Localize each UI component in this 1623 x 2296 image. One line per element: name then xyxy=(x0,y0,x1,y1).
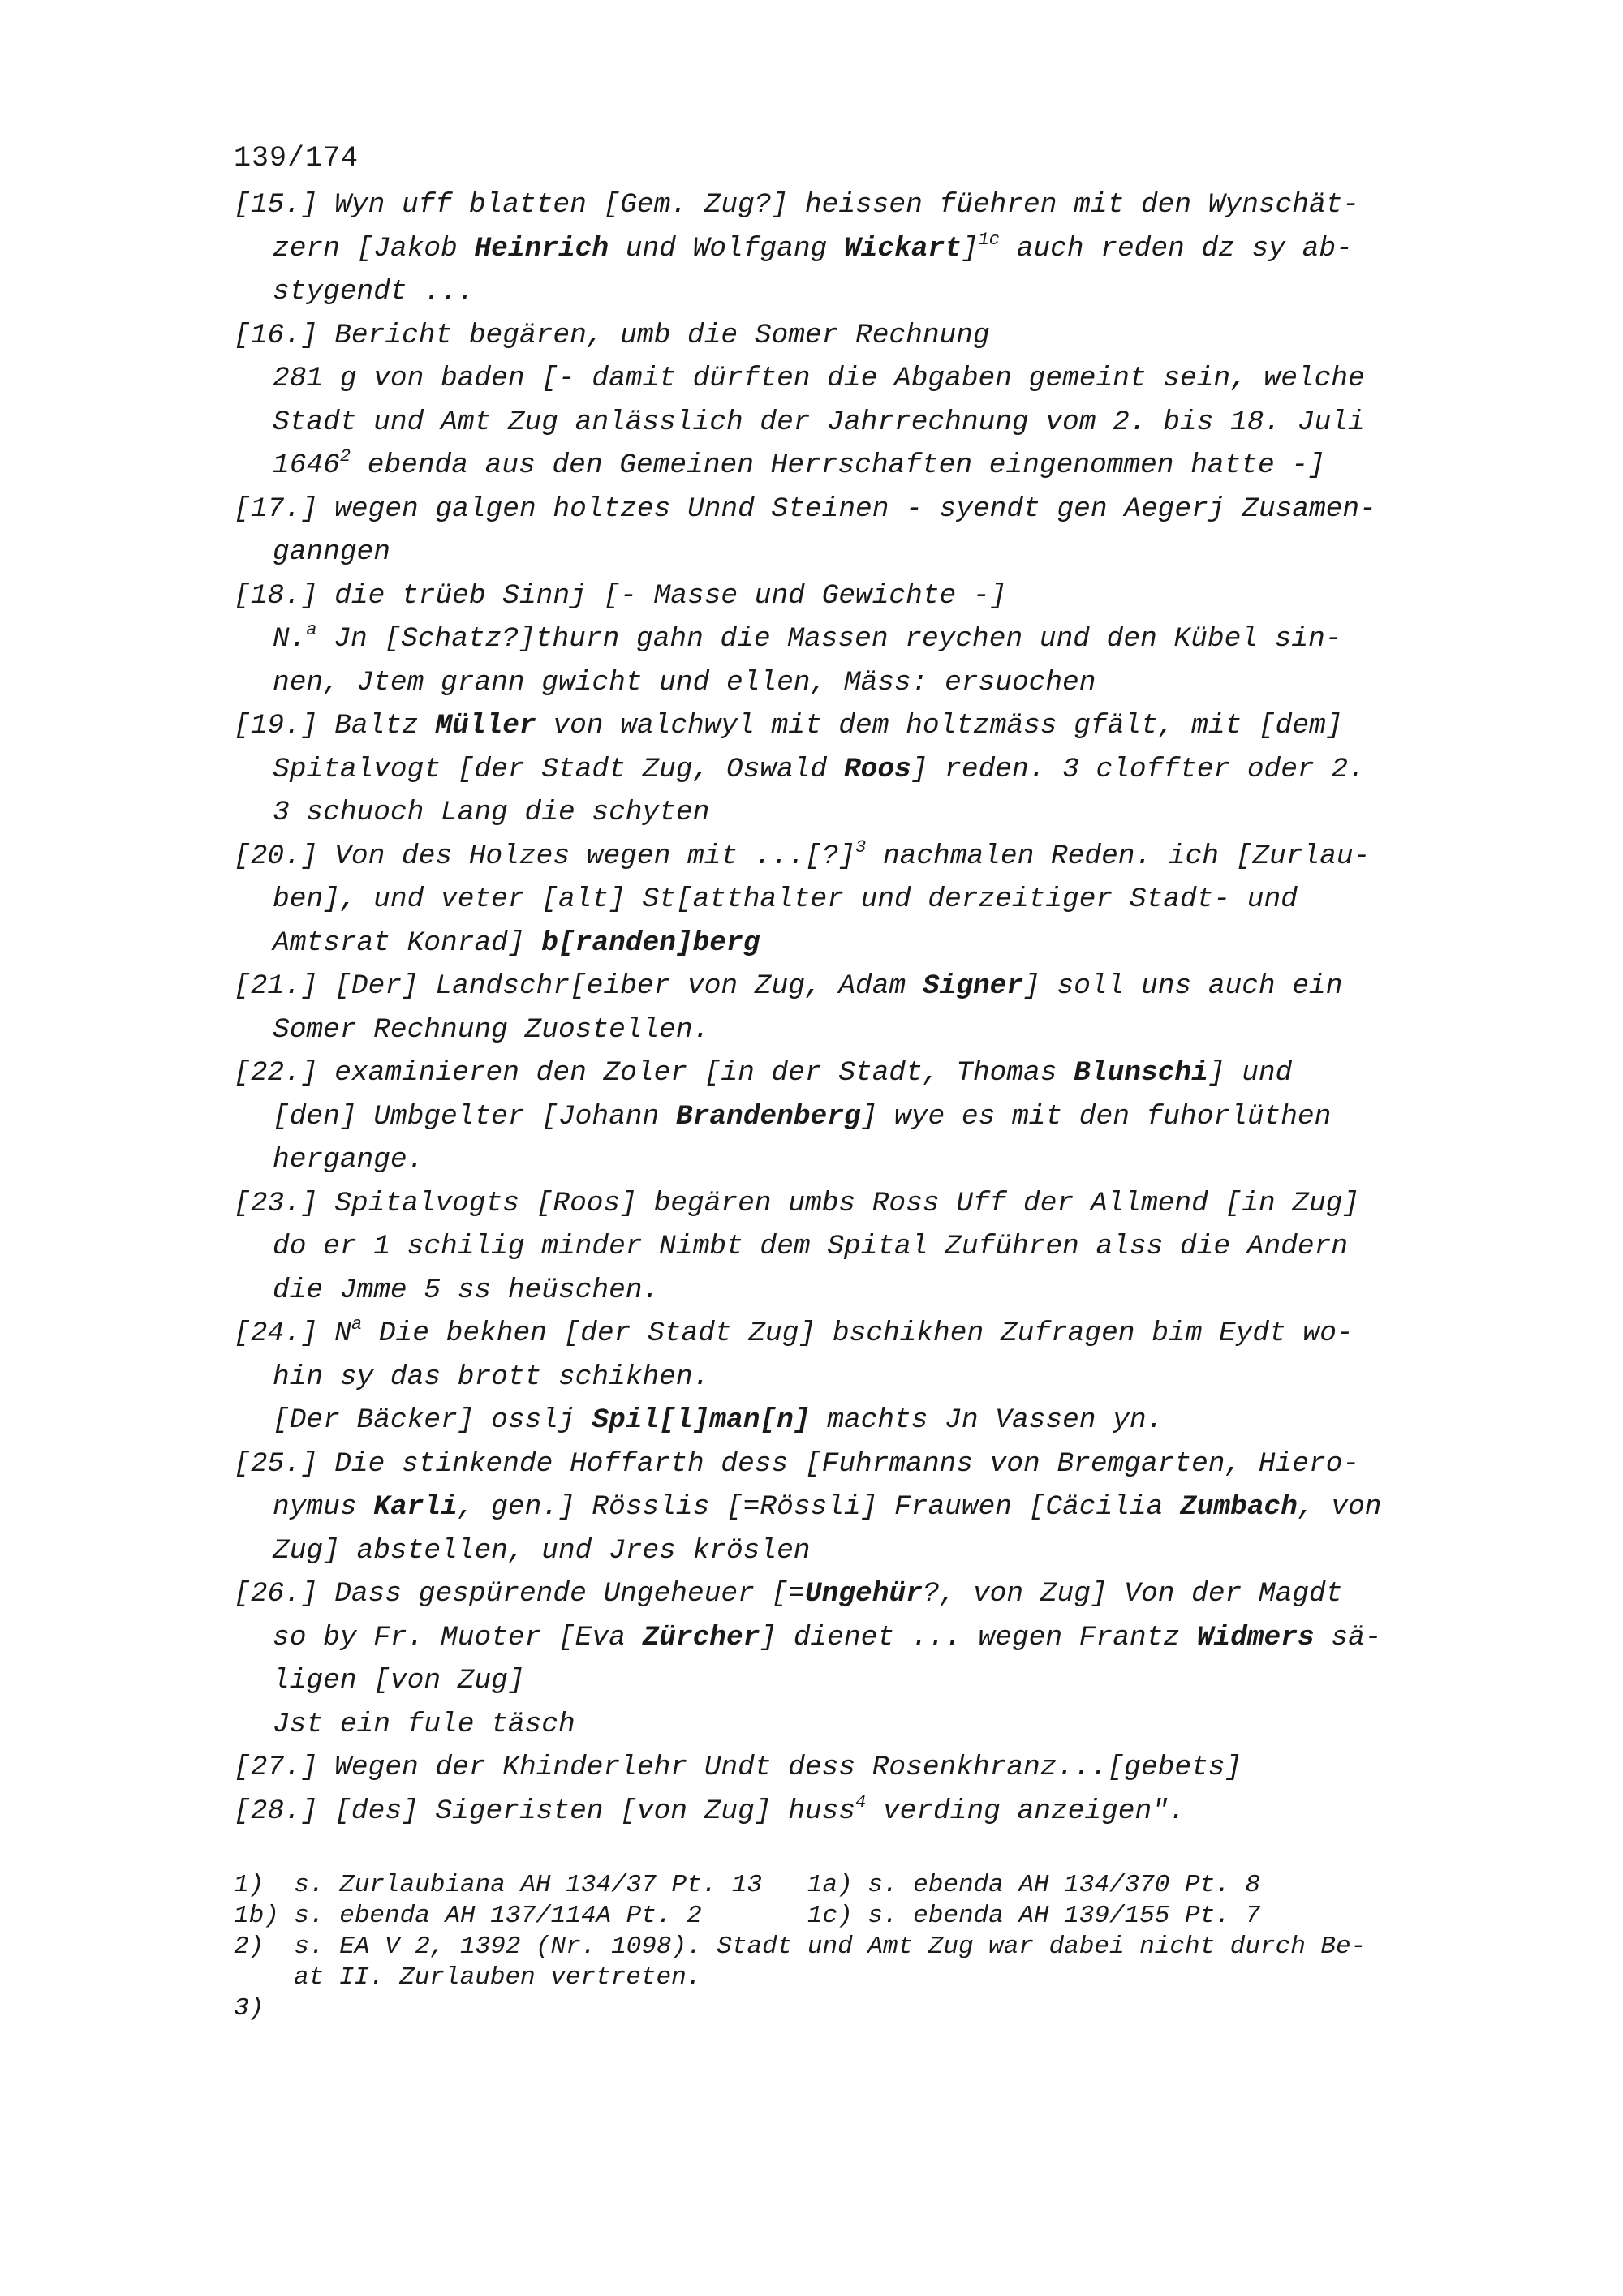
transcription-entries xyxy=(234,183,1483,1833)
person-name: Müller xyxy=(435,710,536,742)
text-line xyxy=(234,1790,1483,1834)
text-span: 281 g von baden [- damit dürften die Abgaben gemeint sein, welche xyxy=(273,363,1365,394)
text-span: [18.] die trüeb Sinnj [- Masse und Gewichte -] xyxy=(234,579,1007,612)
person-name: Zürcher xyxy=(642,1621,760,1653)
text-span: ] dienet ... wegen Frantz xyxy=(760,1621,1197,1653)
footnote-ref: 3 xyxy=(855,836,867,858)
text-line xyxy=(234,1095,1483,1139)
text-span: verding anzeigen". xyxy=(866,1795,1186,1827)
text-span: [16.] Bericht begären, umb die Somer Rechnung xyxy=(234,319,990,351)
text-span: ] und xyxy=(1208,1057,1293,1089)
text-span: Somer Rechnung Zuostellen. xyxy=(273,1013,710,1046)
person-name: b[randen]berg xyxy=(541,927,760,959)
text-span: ] reden. 3 cloffter oder 2. xyxy=(911,753,1365,785)
text-line xyxy=(234,922,1483,965)
text-span: ebenda aus den Gemeinen Herrschaften eingenommen hatte -] xyxy=(351,449,1325,481)
text-span: N. xyxy=(273,623,307,655)
text-span: zern [Jakob xyxy=(273,232,475,264)
text-line xyxy=(234,1269,1483,1313)
text-line xyxy=(234,1572,1483,1616)
text-span: [15.] Wyn uff blatten [Gem. Zug?] heissen füehren mit den Wynschät- xyxy=(234,189,1360,221)
text-line xyxy=(234,444,1483,488)
person-name: Karli xyxy=(373,1491,458,1523)
text-span: Stadt und Amt Zug anlässlich der Jahrrechnung vom 2. bis 18. Juli xyxy=(273,406,1365,438)
text-line xyxy=(234,1703,1483,1747)
text-span: Zug] abstellen, und Jres kröslen xyxy=(273,1534,811,1567)
page-number: 139/174 xyxy=(234,142,359,174)
text-line xyxy=(234,1616,1483,1660)
footnote-line: 1b) s. ebenda AH 137/114A Pt. 2 1c) s. ebenda AH 139/155 Pt. 7 xyxy=(234,1902,1261,1930)
text-span: [17.] wegen galgen holtzes Unnd Steinen - syendt gen Aegerj Zusamen- xyxy=(234,492,1376,525)
text-span: auch reden dz sy ab- xyxy=(1000,232,1353,264)
text-span: [25.] Die stinkende Hoffarth dess [Fuhrmanns von Bremgarten, Hiero- xyxy=(234,1447,1360,1480)
text-span: ganngen xyxy=(273,536,390,568)
text-span: Amtsrat Konrad] xyxy=(273,927,542,959)
text-span: machts Jn Vassen yn. xyxy=(810,1404,1164,1436)
text-line xyxy=(234,1659,1483,1703)
text-span: und Wolfgang xyxy=(609,232,844,264)
text-span: so by Fr. Muoter [Eva xyxy=(273,1621,643,1653)
footnote-line: at II. Zurlauben vertreten. xyxy=(294,1963,702,1992)
text-span: ] xyxy=(961,232,979,264)
text-span: , gen.] Rösslis [=Rössli] Frauwen [Cäcilia xyxy=(457,1491,1181,1523)
text-span: ben], und veter [alt] St[atthalter und derzeitiger Stadt- und xyxy=(273,884,1298,915)
text-span: ] wye es mit den fuhorlüthen xyxy=(860,1100,1332,1133)
person-name: Heinrich xyxy=(474,232,609,264)
text-span: [Der Bäcker] osslj xyxy=(273,1404,592,1436)
person-name: Spil[l]man[n] xyxy=(592,1404,811,1436)
text-line xyxy=(234,1529,1483,1573)
person-name: Brandenberg xyxy=(675,1100,861,1133)
text-span: ligen [von Zug] xyxy=(273,1665,525,1696)
text-span: hergange. xyxy=(273,1144,424,1176)
text-span: [21.] [Der] Landschr[eiber von Zug, Adam xyxy=(234,970,923,1002)
text-span: ] soll uns auch ein xyxy=(1023,970,1343,1002)
footnote-ref: 1c xyxy=(978,229,1001,250)
text-span: 1646 xyxy=(273,449,340,481)
text-line xyxy=(234,1051,1483,1095)
footnotes xyxy=(234,1870,1483,2024)
person-name: Wickart xyxy=(843,232,962,264)
text-span: Jst ein fule täsch xyxy=(273,1708,575,1740)
footnote-line: 3) xyxy=(234,1994,265,2023)
text-span: die Jmme 5 ss heüschen. xyxy=(273,1274,660,1306)
text-line xyxy=(234,1008,1483,1052)
text-line xyxy=(234,965,1483,1008)
text-span: von walchwyl mit dem holtzmäss gfält, mit [dem] xyxy=(536,710,1343,742)
text-span: hin sy das brott schikhen. xyxy=(273,1361,710,1393)
footnote-line: 2) s. EA V 2, 1392 (Nr. 1098). Stadt und Amt Zug war dabei nicht durch Be- xyxy=(234,1933,1367,1961)
text-line xyxy=(234,1356,1483,1400)
person-name: Zumbach xyxy=(1180,1491,1298,1523)
text-line xyxy=(234,1182,1483,1226)
text-span: Die bekhen [der Stadt Zug] bschikhen Zufragen bim Eydt wo- xyxy=(362,1318,1354,1349)
text-span: [22.] examinieren den Zoler [in der Stadt, Thomas xyxy=(234,1057,1074,1089)
footnote-ref: 4 xyxy=(855,1791,867,1812)
text-span: nen, Jtem grann gwicht und ellen, Mäss: ersuochen xyxy=(273,666,1096,699)
text-span: [23.] Spitalvogts [Roos] begären umbs Ross Uff der Allmend [in Zug] xyxy=(234,1187,1360,1219)
text-line xyxy=(234,401,1483,445)
text-line xyxy=(234,227,1483,271)
person-name: Widmers xyxy=(1196,1621,1315,1653)
text-span: , von xyxy=(1297,1491,1382,1523)
footnote-line: 1) s. Zurlaubiana AH 134/37 Pt. 13 1a) s. ebenda AH 134/370 Pt. 8 xyxy=(234,1871,1261,1899)
person-name: Roos xyxy=(843,753,911,785)
person-name: Signer xyxy=(922,970,1024,1002)
text-span: [24.] N xyxy=(234,1318,351,1349)
text-span: ?, von Zug] Von der Magdt xyxy=(922,1578,1343,1610)
text-line xyxy=(234,574,1483,618)
text-span: [27.] Wegen der Khinderlehr Undt dess Rosenkhranz...[gebets] xyxy=(234,1752,1242,1783)
text-span: [20.] Von des Holzes wegen mit ...[?] xyxy=(234,840,856,872)
text-line xyxy=(234,661,1483,705)
text-span: Jn [Schatz?]thurn gahn die Massen reychen und den Kübel sin- xyxy=(316,623,1342,655)
text-line xyxy=(234,748,1483,792)
text-span: [den] Umbgelter [Johann xyxy=(273,1100,676,1133)
text-span: stygendt ... xyxy=(273,276,475,307)
person-name: Ungehür xyxy=(804,1578,923,1610)
footnote-ref: 2 xyxy=(339,446,351,467)
text-line xyxy=(234,704,1483,748)
text-span: sä- xyxy=(1314,1621,1382,1653)
text-line xyxy=(234,488,1483,531)
text-span: do er 1 schilig minder Nimbt dem Spital Zuführen alss die Andern xyxy=(273,1231,1349,1262)
text-line xyxy=(234,878,1483,922)
text-line xyxy=(234,357,1483,401)
text-span: nymus xyxy=(273,1491,374,1523)
text-line xyxy=(234,1746,1483,1790)
document-page xyxy=(234,138,1483,2024)
text-span: [26.] Dass gespürende Ungeheuer [= xyxy=(234,1578,805,1610)
text-line xyxy=(234,270,1483,314)
text-line xyxy=(234,791,1483,835)
text-line xyxy=(234,314,1483,358)
text-span: [28.] [des] Sigeristen [von Zug] huss xyxy=(234,1795,856,1827)
text-line xyxy=(234,617,1483,661)
footnote-ref: a xyxy=(351,1314,363,1335)
text-line xyxy=(234,1399,1483,1443)
text-line xyxy=(234,1138,1483,1182)
text-line xyxy=(234,1443,1483,1486)
text-span: [19.] Baltz xyxy=(234,710,436,742)
person-name: Blunschi xyxy=(1074,1057,1208,1089)
text-line xyxy=(234,1225,1483,1269)
text-line xyxy=(234,1486,1483,1529)
text-span: Spitalvogt [der Stadt Zug, Oswald xyxy=(273,753,844,785)
text-span: 3 schuoch Lang die schyten xyxy=(273,797,710,828)
text-line xyxy=(234,531,1483,574)
text-line xyxy=(234,183,1483,227)
text-line xyxy=(234,835,1483,879)
text-line xyxy=(234,1312,1483,1356)
footnote-ref: a xyxy=(306,620,317,640)
text-span: nachmalen Reden. ich [Zurlau- xyxy=(866,840,1371,872)
